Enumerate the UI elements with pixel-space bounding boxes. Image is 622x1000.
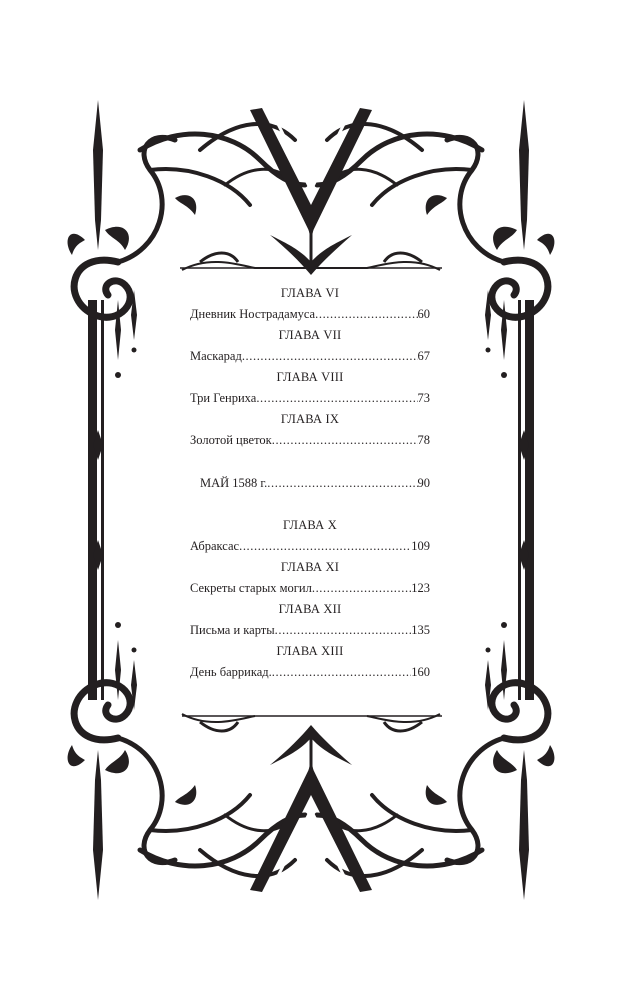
toc-entry-title: Золотой цветок xyxy=(190,433,272,447)
toc-entry-title: Маскарад xyxy=(190,349,242,363)
toc-entry-title: Три Генриха xyxy=(190,391,257,405)
toc-entry-title: Секреты старых могил xyxy=(190,581,312,595)
dot-leader xyxy=(242,346,418,367)
chapter-heading: ГЛАВА XI xyxy=(280,560,340,574)
toc-entry-page: 160 xyxy=(411,665,430,679)
toc-entry-page: 90 xyxy=(417,476,430,490)
toc-entry-title: Абраксас xyxy=(190,539,240,553)
dot-leader xyxy=(315,304,417,325)
toc-entry xyxy=(190,473,430,494)
chapter-heading: ГЛАВА VII xyxy=(278,328,342,342)
toc-entry-page: 73 xyxy=(417,391,430,405)
toc-entry-page: 123 xyxy=(411,581,430,595)
dot-leader xyxy=(275,620,412,641)
chapter-heading: ГЛАВА XIII xyxy=(276,644,344,658)
dot-leader xyxy=(256,388,417,409)
toc-entry-page: 78 xyxy=(417,433,430,447)
chapter-heading: ГЛАВА VIII xyxy=(276,370,344,384)
chapter-heading: ГЛАВА IX xyxy=(280,412,340,426)
toc-entry xyxy=(190,304,430,325)
dot-leader xyxy=(272,430,418,451)
chapter-heading: ГЛАВА VI xyxy=(280,286,340,300)
chapter-heading: ГЛАВА XII xyxy=(278,602,342,616)
toc-entry xyxy=(190,620,430,641)
toc-entry xyxy=(190,388,430,409)
toc-entry xyxy=(190,346,430,367)
table-of-contents xyxy=(190,283,430,683)
dot-leader xyxy=(312,578,411,599)
spacer xyxy=(190,494,430,515)
toc-entry-page: 60 xyxy=(417,307,430,321)
toc-entry-page: 135 xyxy=(411,623,430,637)
toc-entry-page: 67 xyxy=(417,349,430,363)
dot-leader xyxy=(267,473,417,494)
chapter-heading: ГЛАВА X xyxy=(283,518,337,532)
spacer xyxy=(190,451,430,473)
dot-leader xyxy=(239,536,411,557)
toc-entry-title: День баррикад. xyxy=(190,665,272,679)
toc-entry xyxy=(190,536,430,557)
toc-entry-title: Дневник Нострадамуса xyxy=(190,307,316,321)
toc-entry xyxy=(190,578,430,599)
toc-entry xyxy=(190,430,430,451)
toc-entry-title: Письма и карты xyxy=(190,623,275,637)
dot-leader xyxy=(272,662,411,683)
toc-entry-page: 109 xyxy=(411,539,430,553)
toc-entry-title: МАЙ 1588 г. xyxy=(200,476,268,490)
toc-entry xyxy=(190,662,430,683)
